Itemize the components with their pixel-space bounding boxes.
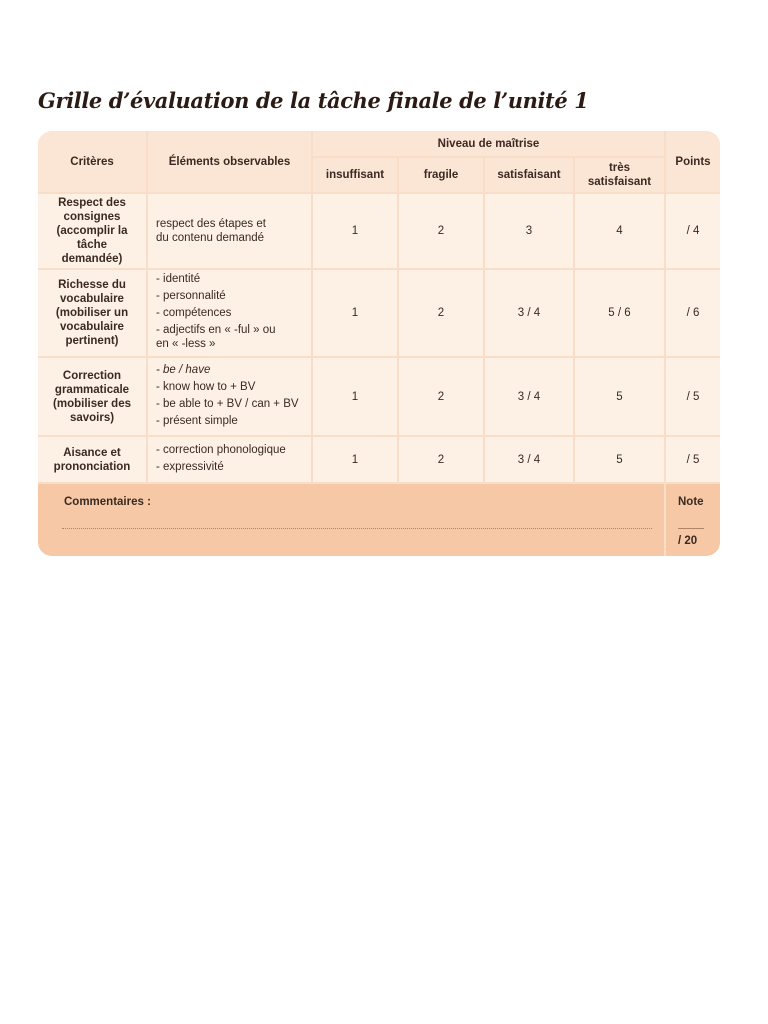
row-1-criterion: Respect des consignes (accomplir la tâche demandée) [38,194,146,268]
note-label: Note [678,496,704,508]
row-2-element-1: - identité [156,273,201,285]
row-2-element-5: en « -less » [156,338,216,350]
row-3-elements [148,358,311,435]
row-3-element-4: - présent simple [156,414,238,427]
header-level: Niveau de maîtrise [313,131,664,156]
row-4-element-1: - correction phonologique [156,443,286,456]
row-2-points: / 6 [666,270,720,356]
row-4-points: / 5 [666,437,720,482]
row-2-criterion: Richesse du vocabulaire (mobiliser un vocabulaire pertinent) [38,270,146,356]
row-3-element-1: - be / have [156,363,211,376]
comments-line [62,528,652,529]
evaluation-grid [38,131,720,556]
row-3-score-4: 5 [575,358,664,435]
comments-label: Commentaires : [64,496,151,508]
row-3-element-2: - know how to + BV [156,380,256,393]
row-1-score-4: 4 [575,194,664,268]
row-2-score-4: 5 / 6 [575,270,664,356]
row-3-score-3: 3 / 4 [485,358,573,435]
header-level-3: satisfaisant [485,158,573,192]
note-total: / 20 [678,535,698,547]
row-2-score-1: 1 [313,270,397,356]
row-3-score-1: 1 [313,358,397,435]
note-box [666,484,720,556]
header-level-2: fragile [399,158,483,192]
header-criteria: Critères [38,131,146,192]
row-2-element-4: - adjectifs en « -ful » ou [156,324,276,336]
row-4-score-4: 5 [575,437,664,482]
header-level-4: très satisfaisant [575,158,664,192]
row-1-score-1: 1 [313,194,397,268]
row-3-score-2: 2 [399,358,483,435]
row-4-score-2: 2 [399,437,483,482]
row-2-elements [148,270,311,356]
row-2-element-2: - personnalité [156,290,226,302]
row-2-element-3: - compétences [156,307,232,319]
comments-box [38,484,664,556]
row-3-criterion: Correction grammaticale (mobiliser des savoirs) [38,358,146,435]
row-4-elements [148,437,311,482]
row-4-element-2: - expressivité [156,460,224,473]
row-2-score-2: 2 [399,270,483,356]
page-title: Grille d’évaluation de la tâche finale de l’unité 1 [38,88,589,113]
row-4-score-1: 1 [313,437,397,482]
note-line [678,528,704,529]
header-elements: Éléments observables [148,131,311,192]
row-3-points: / 5 [666,358,720,435]
row-1-element-1: respect des étapes et du contenu demandé [156,218,266,244]
row-1-elements [148,194,311,268]
row-4-criterion: Aisance et prononciation [38,437,146,482]
row-1-points: / 4 [666,194,720,268]
row-1-score-2: 2 [399,194,483,268]
row-3-element-3: - be able to + BV / can + BV [156,397,299,410]
row-4-score-3: 3 / 4 [485,437,573,482]
header-level-1: insuffisant [313,158,397,192]
header-points: Points [666,131,720,192]
row-2-score-3: 3 / 4 [485,270,573,356]
row-1-score-3: 3 [485,194,573,268]
